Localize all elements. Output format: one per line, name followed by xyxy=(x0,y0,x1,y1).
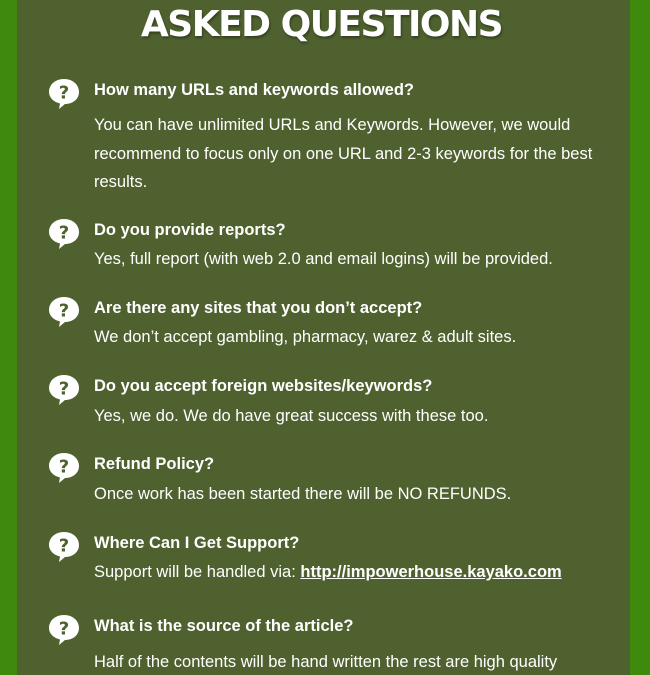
faq-question: Refund Policy? xyxy=(94,455,215,473)
question-bubble-icon xyxy=(47,295,81,329)
faq-question: Do you provide reports? xyxy=(94,221,286,239)
svg-text:?: ? xyxy=(58,618,70,640)
faq-answer: Yes, we do. We do have great success with these too. xyxy=(94,407,489,425)
question-bubble-icon xyxy=(47,451,81,485)
question-bubble-icon xyxy=(47,77,81,111)
faq-answer: Yes, full report (with web 2.0 and email logins) will be provided. xyxy=(94,250,553,268)
svg-text:?: ? xyxy=(58,222,70,244)
faq-answer xyxy=(94,558,612,587)
support-link[interactable]: http://impowerhouse.kayako.com xyxy=(300,563,562,581)
faq-answer: You can have unlimited URLs and Keywords. However, we would recommend to focus only on one URL and 2-3 keywords for the best results. xyxy=(94,116,593,191)
faq-answer: We don’t accept gambling, pharmacy, warez & adult sites. xyxy=(94,328,517,346)
svg-text:?: ? xyxy=(58,300,70,322)
faq-answer: Once work has been started there will be NO REFUNDS. xyxy=(94,485,512,503)
faq-answer-text: Support will be handled via: xyxy=(94,563,301,581)
svg-text:?: ? xyxy=(58,535,70,557)
question-bubble-icon xyxy=(47,373,81,407)
faq-answer: Half of the contents will be hand written the rest are high quality xyxy=(94,653,558,671)
faq-title: ASKED QUESTIONS xyxy=(140,4,503,45)
question-bubble-icon xyxy=(47,217,81,251)
question-bubble-icon xyxy=(47,613,81,647)
svg-text:?: ? xyxy=(58,456,70,478)
faq-question: What is the source of the article? xyxy=(94,617,354,635)
faq-question: Are there any sites that you don’t accept? xyxy=(94,299,423,317)
faq-question: Do you accept foreign websites/keywords? xyxy=(94,377,433,395)
faq-question: How many URLs and keywords allowed? xyxy=(94,81,414,99)
svg-text:?: ? xyxy=(58,82,70,104)
faq-question: Where Can I Get Support? xyxy=(94,534,300,552)
question-bubble-icon xyxy=(47,530,81,564)
svg-text:?: ? xyxy=(58,378,70,400)
